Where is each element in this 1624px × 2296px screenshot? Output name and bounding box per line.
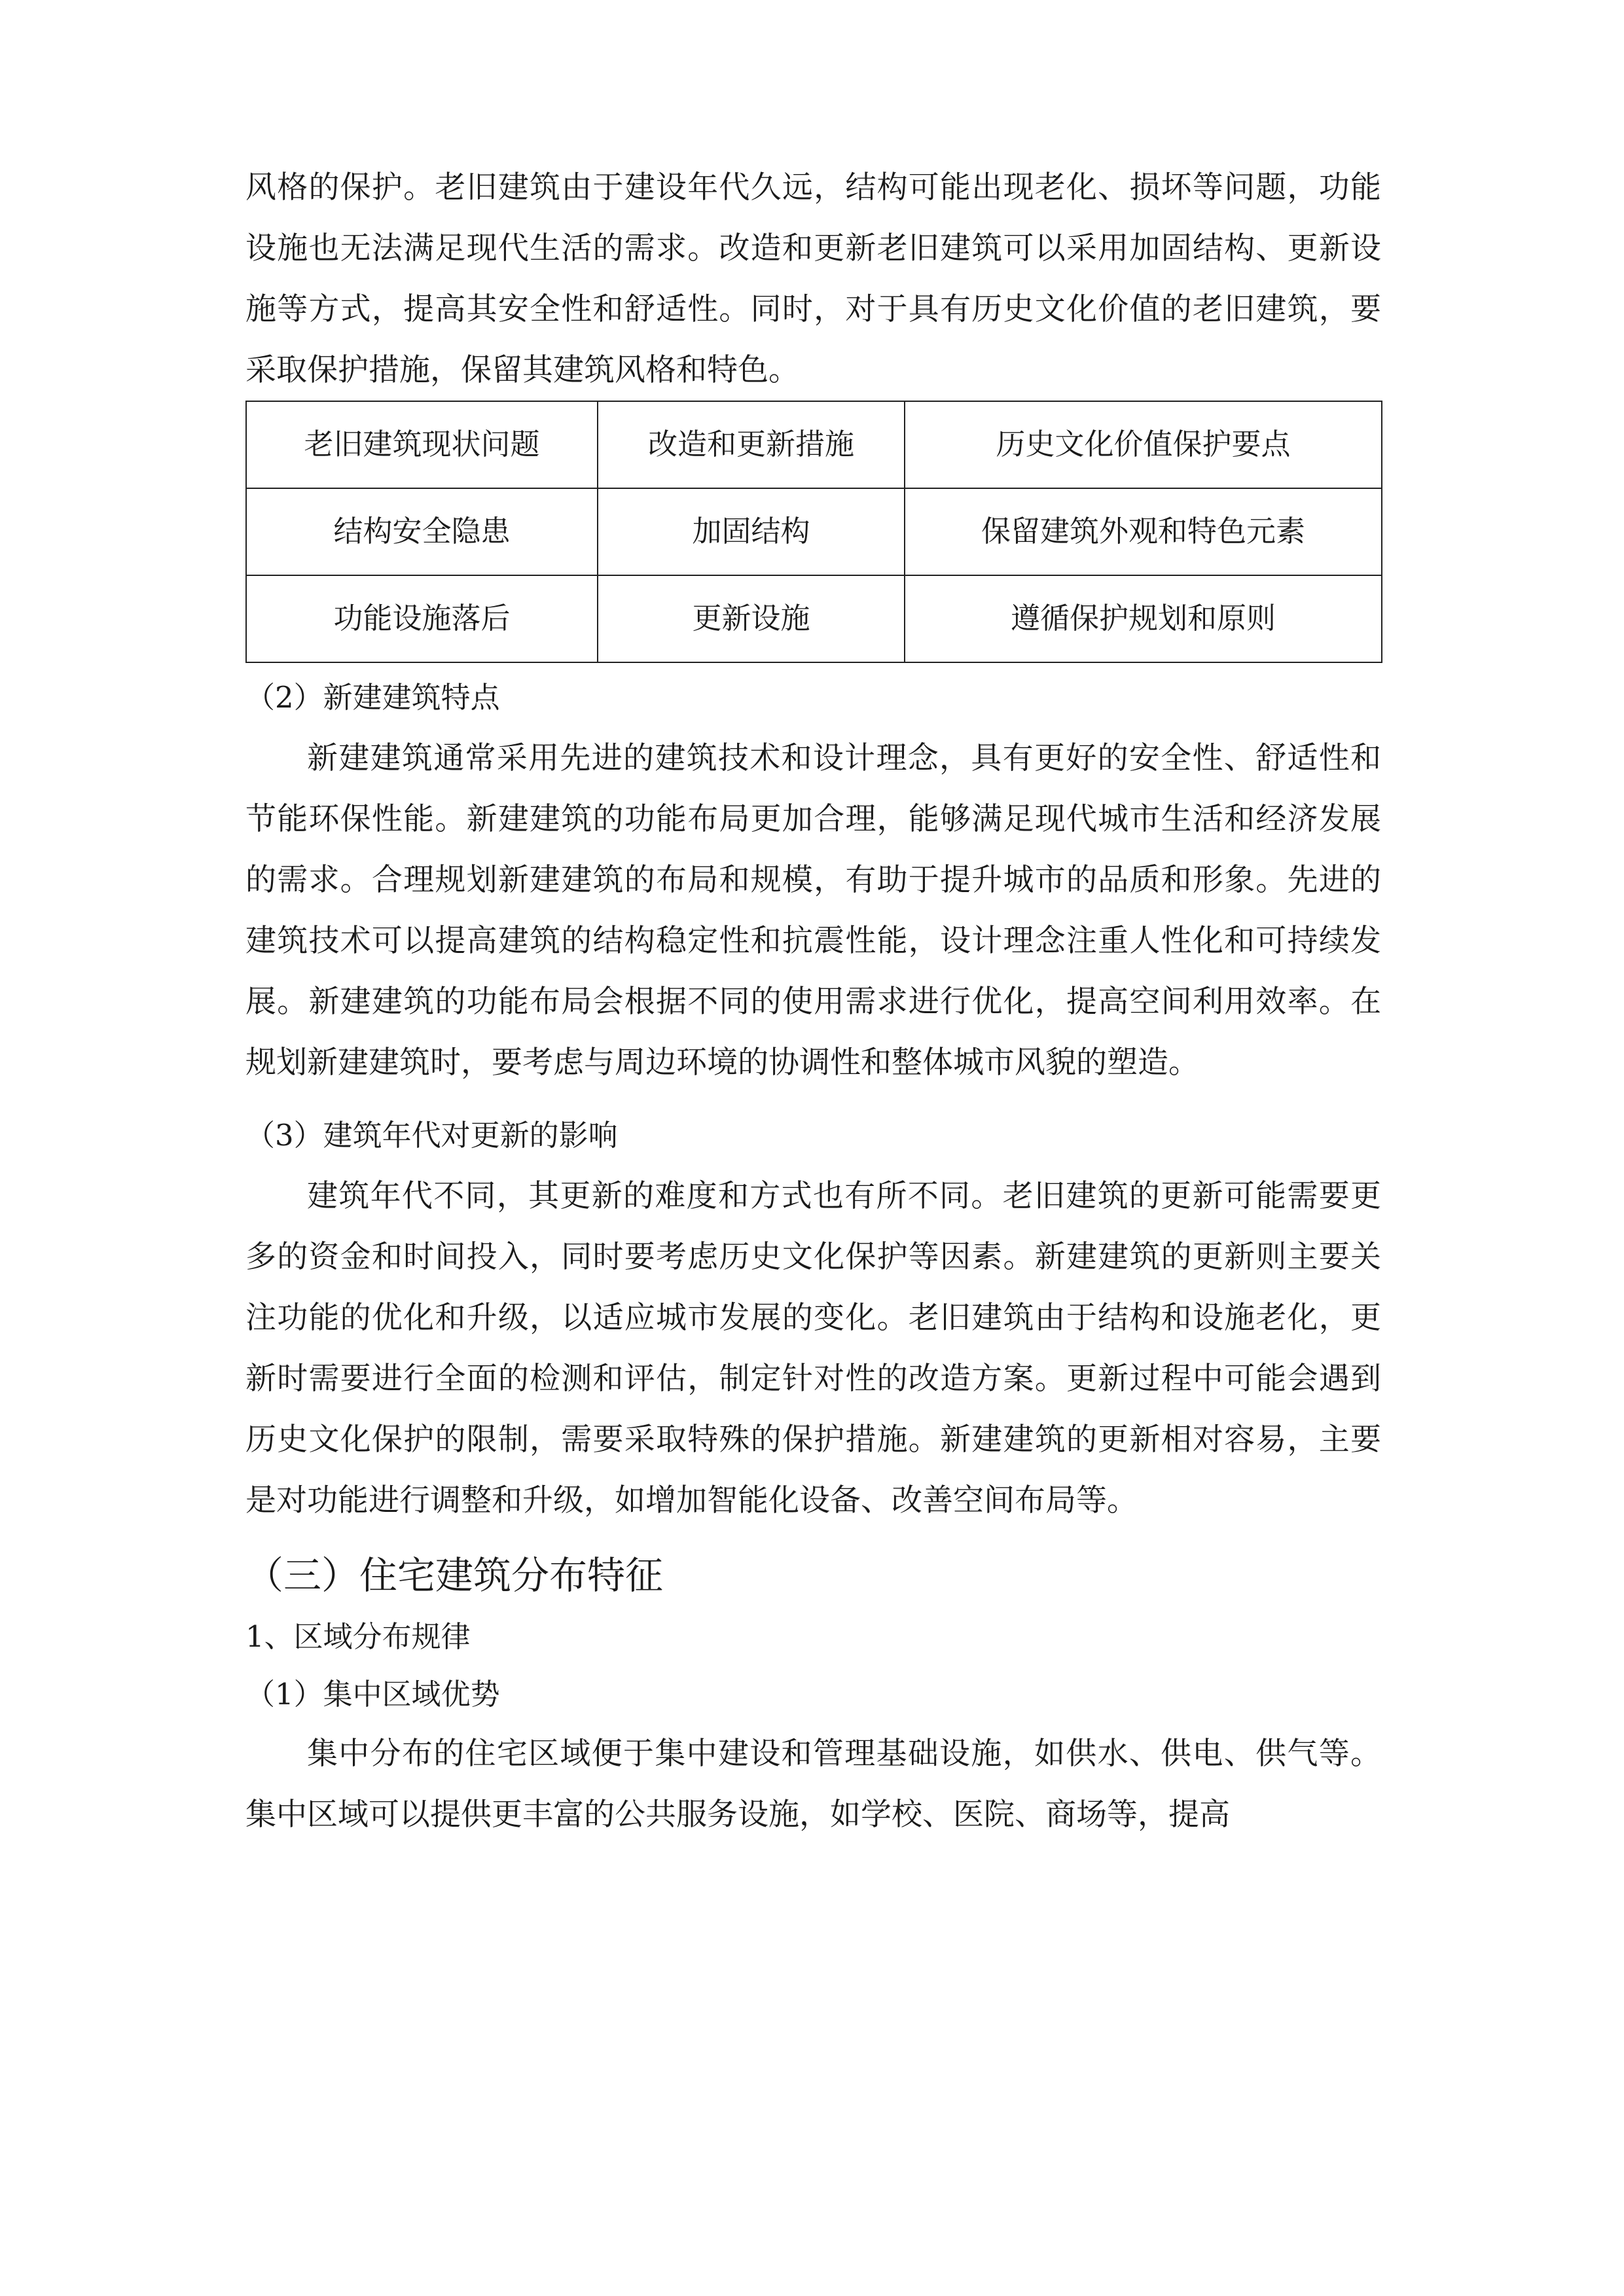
heading-new-buildings: （2）新建建筑特点 <box>245 680 500 715</box>
heading-building-age-impact: （3）建筑年代对更新的影响 <box>245 1118 618 1153</box>
heading-concentrated-advantages: （1）集中区域优势 <box>245 1677 500 1712</box>
table-cell: 更新设施 <box>598 575 905 662</box>
table-cell: 结构安全隐患 <box>246 488 598 575</box>
table-cell: 遵循保护规划和原则 <box>905 575 1382 662</box>
building-renovation-table <box>245 401 1382 663</box>
table-cell: 保留建筑外观和特色元素 <box>905 488 1382 575</box>
table-row <box>246 575 1382 662</box>
table-cell: 加固结构 <box>598 488 905 575</box>
paragraph-building-age-impact: 建筑年代不同，其更新的难度和方式也有所不同。老旧建筑的更新可能需要更多的资金和时间投入，同时要考虑历史文化保护等因素。新建建筑的更新则主要关注功能的优化和升级，以适应城市发展的变化。老旧建筑由于结构和设施老化，更新时需要进行全面的检测和评估，制定针对性的改造方案。更新过程中可能会遇到历史文化保护的限制，需要采取特殊的保护措施。新建建筑的更新相对容易，主要是对功能进行调整和升级，如增加智能化设备、改善空间布局等。 <box>245 1178 1381 1518</box>
table-row <box>246 488 1382 575</box>
table-header-row <box>246 401 1382 488</box>
paragraph-concentrated-advantages: 集中分布的住宅区域便于集中建设和管理基础设施，如供水、供电、供气等。集中区域可以提供更丰富的公共服务设施，如学校、医院、商场等，提高 <box>245 1736 1381 1833</box>
table-cell: 功能设施落后 <box>246 575 598 662</box>
section-heading: （三）住宅建筑分布特征 <box>245 1553 664 1598</box>
table-header-cell: 历史文化价值保护要点 <box>905 401 1382 488</box>
table-header-cell: 老旧建筑现状问题 <box>246 401 598 488</box>
paragraph-new-buildings: 新建建筑通常采用先进的建筑技术和设计理念，具有更好的安全性、舒适性和节能环保性能。新建建筑的功能布局更加合理，能够满足现代城市生活和经济发展的需求。合理规划新建建筑的布局和规模，有助于提升城市的品质和形象。先进的建筑技术可以提高建筑的结构稳定性和抗震性能，设计理念注重人性化和可持续发展。新建建筑的功能布局会根据不同的使用需求进行优化，提高空间利用效率。在规划新建建筑时，要考虑与周边环境的协调性和整体城市风貌的塑造。 <box>245 740 1381 1081</box>
subsection-heading: 1、区域分布规律 <box>245 1619 471 1654</box>
table-header-cell: 改造和更新措施 <box>598 401 905 488</box>
document-page <box>245 157 1381 1845</box>
paragraph-old-buildings: 风格的保护。老旧建筑由于建设年代久远，结构可能出现老化、损坏等问题，功能设施也无法满足现代生活的需求。改造和更新老旧建筑可以采用加固结构、更新设施等方式，提高其安全性和舒适性。同时，对于具有历史文化价值的老旧建筑，要采取保护措施，保留其建筑风格和特色。 <box>245 170 1381 388</box>
